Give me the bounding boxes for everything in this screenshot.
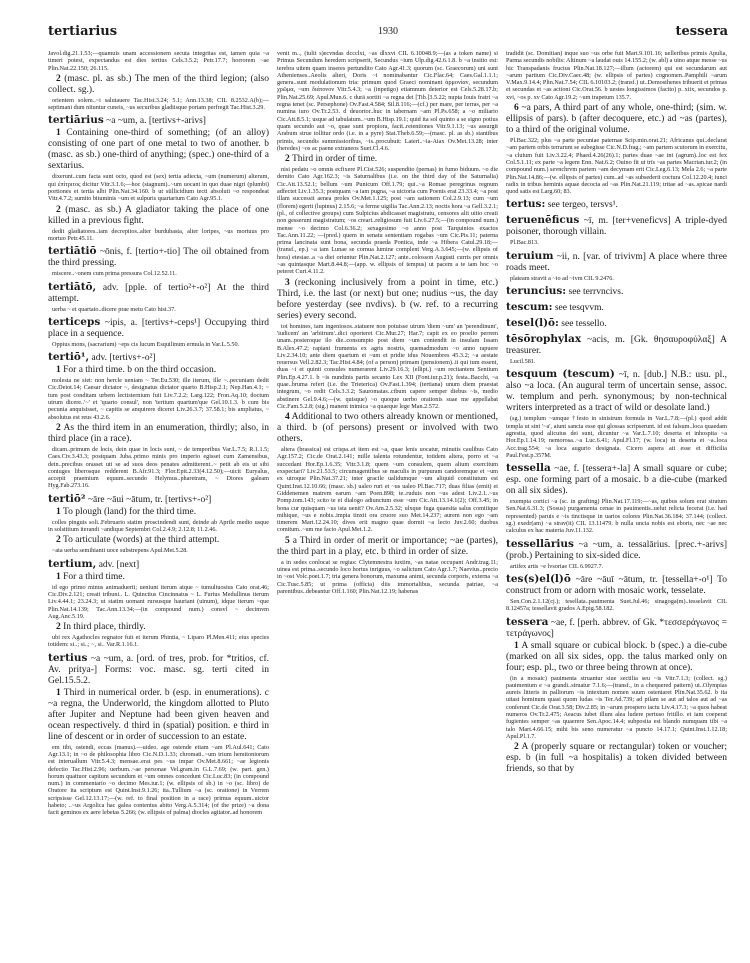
sense (48, 205, 269, 227)
headword: tertium, (48, 557, 97, 570)
entry-head (48, 653, 269, 687)
sense-definition: For a third time. (63, 571, 125, 582)
entry-head (506, 617, 727, 640)
sense (48, 688, 269, 743)
sense (48, 535, 269, 546)
entry-definition: ~a ~um, a. [tertivs+-arivs] (106, 116, 206, 127)
sense (48, 128, 269, 172)
headword: teruium (506, 249, 554, 262)
sense (277, 278, 498, 322)
sense-number: 1 (514, 640, 519, 651)
sense-citations: molesta ne siet: non hercle ueniam ~ Ter.Eu.530; ille iterum, ille ~..pecuniam dedit Cic.Deiot.14; Caesar dictator ~, designatus dictator quarto B.Hisp.2.1; Nep.Han.4.1; ~ tum post conditam urbem lectisternium fuit Liv.7.2.2; Larg.122; Fron.Aq.10; doctum uirum dicere..'~' et 'quarto consul', non 'tertium quartum'que Gel.10.1.3. b cum bis pecunia anquisisset, ~ capitis se anquirere diceret Liv.26.3.7; 37.58.1; bis ampliatus, ~ absolutus est reus 43.2.6. (48, 377, 269, 421)
text-columns (48, 50, 728, 950)
cross-reference (506, 302, 727, 314)
headword: tessella (506, 462, 551, 475)
sense (506, 742, 727, 775)
continued-citations: venit m.., (tulit s)ecvndas dccclxi, ~as dlxxvi CIL 6.10048.9;—(as a token name) si Primus Secundum heredem scripserit, Secundus ~ium Ulp.dig.42.6.1.8. b ~a insitio est: terebra uitem quam inseres pertundito Cato Agr.41.3; quorum (sc. Graecorum) uni sunt Athenienses..Aeolis alteri, Doris ~i nominabantur Cic.Flac.64; Caes.Gal.1.1.1; genera..sunt modulationum tria: primum quod Graeci nominant ἁρμονίαν, secundum χρῶμα, ~um διάτονον Vitr.5.4.3; ~a (inpetigo) etiamnum deterior est Cels.5.28.17.b; Plin.Nat.25.69; Apul.Mun.6. c durā sortiti ~a regna dei [Tib.]3.5.22; nupta Iouis fratri ~a regna tenet (sc. Persephone) Ov.Fast.4.584; Sil.8.116;—(cf.) per mare, per terras, per ~a numina iuro Ov.Tr.2.53. d deuortor..huc in tabernam ~am Pl.Ps.658; a ~o miliario Cic.Att.8.5.1; usque ad tabulatum..~um B.Hisp.19.1; quid ita sol quinto a se signo potius quam secundo aut ~o, quae sunt propiora, facit..retentiones Vitr.9.1.13; ~us assurgit Arabum strue tollitur ordo (i.e. in a pyre) Stat.Theb.6.59;—(masc. pl. as sb.) stantibus primis, secundis summissioribus, ~is..procubuit: Lateri..~ia-Aiax Ov.Met.13.28; inter (heredes) ~os ac paene extraneos Suet.Cl.4.6. (277, 50, 498, 152)
entry-head (48, 317, 269, 340)
sense-citations: id ego primo minus animaduerti; ueniunt iterum atque ~ tumultuosius Cato orat.46; Cic.Div.2.121; creati tribuni.. L. Quinctius Cincinnatus ~ L. Furius Medullinus iterum Liv.4.44.1; 23.24.3; ut statim uomant rursusque hauriant (uinum), idque iterum ~que Plin.Nat.14.139; Tac.Ann.13.34;—(in compound num.) consvl ~ decimvm Aug.Anc.5.19. (48, 583, 269, 620)
sense-definition: (masc. as sb.) A gladiator taking the place of one killed in a previous fight. (48, 204, 269, 226)
page-number: 1930 (378, 26, 398, 37)
headword: tes(s)el(l)ō (506, 572, 571, 585)
entry-definition: ~acis, m. [Gk. θησαυροφύλαξ] A treasurer. (506, 335, 727, 357)
entry-definition: see tessello. (561, 319, 607, 330)
headword: tertiātiō (48, 245, 97, 258)
sense (48, 365, 269, 376)
headword: tessellārius (506, 537, 574, 550)
cross-reference (506, 318, 727, 330)
continued-citations: tradidit (sc. Domitian) inque suo ~us orbe fuit Mart.9.101.16; uelleribus primis Apulia, Parma secundis nobilis: Altinum ~a laudat ouis 14.155.2; (w. abl) a uino atque messe ~us hic Transpadanis fructus Plin.Nat.18.127;—illum (actorem) qui est secundarum aut ~arum partium Cic.Div.Caec.48; (w. ellipsis of partes) cognomen..Pamphili ~arum V.Max.9.14.4; Plin.Nat.7.54; CIL 6.10103.2; (transf.) ut..Demosthenes tribuerit et primas et secundas et ~as actioni Cic.Orat.56. b uestes longissimos (facito) p. xiix, secundos p. xvi, ~os p. xv Cato Agr.19.2; ~um trapetum 135.7. (506, 50, 727, 101)
citations: exempta cortici ~a (sc. in grafting) Plin.Nat.17.119;—~as, quibus solum erat stratum Sen.Nat.6.31.3; (Sosus) purgamenta cenae in pauimentis..uelut relicta fecerat (i.e. had represented) paruis e ~is tinctisque in uarios colores Plin.Nat.36.184; 37.144; (collect. sg.) exedr(am) ~a strav(it) CIL 13.11479. b nulla uncia nobis est eboris, nec ~ae nec calculus ex hac materia Juv.11.132. (506, 498, 727, 535)
sense-number: 1 (56, 365, 61, 376)
dictionary-entry (48, 282, 269, 313)
headword: teruenēficus (506, 214, 580, 227)
dictionary-entry (506, 199, 727, 211)
sense (277, 154, 498, 165)
citations: miscere..~onem cum prima pressura Col.12.52.11. (52, 270, 177, 278)
dictionary-entry (506, 369, 727, 459)
dictionary-entry (48, 115, 269, 242)
sense-definition: (masc. pl. as sb.) The men of the third legion; (also collect. sg.). (48, 73, 269, 95)
entry-head (48, 282, 269, 305)
entry-definition: adv. [pple. of tertio²+-o²] At the third attempt. (48, 282, 269, 304)
entry-definition: adv. [tertivs+-o²] (91, 353, 156, 364)
entry-definition: ~a ~um, a. [ord. of tres, prob. for *tritios, cf. Av. pritya-] Forms: voc. masc. sg. terti cited in Gel.15.5.2. (48, 653, 269, 686)
entry-definition: ~a ~um, a. tessalārius. [prec.+-arivs] (prob.) Pertaining to six-sided dice. (506, 539, 727, 561)
sense-number: 2 (285, 154, 290, 165)
headword: tessera (506, 615, 549, 628)
dictionary-entry (506, 215, 727, 246)
sense-number: 2 (56, 622, 61, 633)
entry-head (506, 369, 727, 414)
sense-citations: ubi rex Agathocles regnator fuit et iterum Phintia, ~ Liparo Pl.Men.411; eius species totidem: si..; si..; ~, si.. Var.R.1.16.1. (48, 634, 269, 649)
sense-citations: dedit gladiatores..iam decrepitos..alter burdubasta, alter loripes, ~us mortuus pro mortuo Petr.45.11. (48, 227, 269, 242)
citations: Oppius mons, (sacrarium) ~eps cis lucum Esquilinum ermula in Var.L.5.50. (52, 340, 240, 348)
citations: Lucil.581. (510, 358, 536, 366)
dictionary-entry (506, 617, 727, 776)
entry-definition: see tesqvvm. (554, 303, 604, 314)
sense-definition: As the third item in an enumeration, thirdly; also, in third place (in a race). (48, 422, 269, 444)
sense-number: 2 (56, 422, 61, 433)
sense-definition: A (properly square or rectangular) token or voucher; esp. b (in full ~a hospitalis) a token divided between friends, so that by (506, 742, 727, 775)
entry-head (48, 352, 269, 364)
headword: terticeps (48, 315, 101, 328)
entry-definition: ~ōnis, f. [tertio+-tio] The oil obtained from the third pressing. (48, 247, 269, 269)
headword: teruncius: (506, 285, 567, 298)
entry-definition: adv. [next] (98, 559, 140, 570)
running-head-last-entry: tessera (675, 24, 728, 39)
sense-number: 6 (514, 103, 519, 114)
headword: tertiō² (48, 492, 86, 505)
entry-definition: ~ī, m. [ter+veneficvs] A triple-dyed poisoner, thorough villain. (506, 216, 727, 238)
citations: artifex artis ~e lvsoriae CIL 6.9927.7. (510, 562, 604, 570)
entry-definition: see tergeo, tersvs¹. (547, 200, 618, 211)
sense-number: 1 (56, 687, 61, 698)
sense-citations: altera (brassica) est crispa..et item est ~a, quae lenis uocatur, minutis caulibus Cato Agr.157.2; Cic.de Orat.2.141; mille talenta rotundentur, totidem altera, porro et ~a succedant Hor.Ep.1.6.35; Vitr.3.1.8; quem ~um consulem, quem alium exercitum exspectari? Liv.21.53.5; circumagentibus se maculis in purpuram candoremque et ~um ex utroque Plin.Nat.37.21; inter gracile ualidumque ~um aliquid constitutum est Quint.Inst.12.10.66; (masc. sb.) ualeo ruri et ~us ualeo Pl.Bac.717; duas filias (emit) et Giddenemen matrem earum ~am Poen.898; te..ruduis non ~us adest Liv.2.1..~us Pomp.tom.143; scito te ei dialogo adiunctum esse ~um Cic.Att.13.14.1(2); Off.3.45; in bona cur quisquam ~us ista uenit? Ov.Am.2.5.32; ulxque fuga quaesita salus comitique mihique, ~us e nobis..impia tinxit ora cruore suo Met.14.237; aurem non ego ~am timerem Mart.12.24.10; dives erit magno quae dormit ~a lecto Juv.2.60; duobus comitum..~um me facio Apul.Met.1.2. (277, 446, 498, 534)
sense (277, 412, 498, 445)
sense (48, 74, 269, 96)
sense (48, 622, 269, 633)
entry-definition: ~ae, f. [tessera+-la] A small square or cube; esp. one forming part of a mosaic. b a die-cube (marked on all six sides). (506, 464, 727, 497)
entry-head (48, 494, 269, 506)
dictionary-entry (506, 463, 727, 534)
sense-citations: Pl.Bac.322; plus ~a parte pecuniae paternae Scip.min.orat.21; Africanus qui..declarat ~am partem orbis terrarum se subegisse Cic.N.D.frag.; ~am partem scutorum in exercitu, ~a cluium fuit Liv.3.22.4; Phaed.4.26(26).1; partes duae ~ae int (agrum)..loc est fex Col.5.1.11; ex parte ~a legem Enn. Nat.6.2; Ouino fit ut trīs ~as partes Macrian.iur.2; (in compound num.) sevnchrvm partem ~am decymam erit Cic.Leg.6.13; Mela 2.6; ~a parte Plin.Nat.14.86;—(w. ellipsis of partes) cum..ad ~as subsederit coctura Col.12.20.4; iunci radix in tribus heminis aquae decocta ad ~as Plin.Nat.21.119; tritae ad ~as..spicae nardi quod satis est Larg.60; 83. (506, 137, 727, 196)
cross-reference (506, 286, 727, 298)
headword: tesel(l)ō: (506, 317, 559, 330)
dictionary-entry (506, 574, 727, 613)
dictionary-page (48, 24, 728, 954)
sense (506, 641, 727, 674)
headword: tertus: (506, 198, 546, 211)
citations: Sen.Con.2.1.12(cj.); tesellata..pauimenta Suet.Jul.46; sinagoga(m)..tesselavit CIL 8.12457a; tessellavit grados A.Epig.58.182. (506, 597, 727, 613)
headword: tertiārius (48, 114, 104, 127)
sense (48, 572, 269, 583)
dictionary-entry (48, 246, 269, 277)
citations: uerba ~ et quartato..dicere prae metu Cato hist.37. (52, 305, 176, 313)
dictionary-entry (506, 334, 727, 365)
running-head (48, 24, 728, 46)
entry-head (506, 215, 727, 238)
sense-citations: tot homines, tam ingeniosos..statuere non potuisse utrum 'diem ~um' an 'perendinum', 'iudicem' an 'arbitrum'..dici oporteret Cic.Mur.27; Har.7; capit ex eo proelio perrem unam..posteroque ilo die..consumpto post diem ~um contendit in insulam Issam B.Alex.47.2; rapiant frumenta ex agris nostris, quemadmodum ~o anno rapuere Liv.2.34.10; ante diem quartum et ~um et pridie idus Nouembres 45.3.2; ~a aestate reuersus Vell.2.82.3; Tac.Hist.4.84; (of a person) primam (pensionem)..ii qui tum essent, duas ~i et quinti consules numerarent Liv.29.16.3; (ellipt.) ~um recitantem Sentium Plin.Ep.4.27.1. b ~is nundinis partis secanto Lex XII (Font.iur.p.21); festa..Bacchi, ~a quae..bruma refert (i.e. the Trieterica) Ov.Fast.1.394; (tertiana) unum diem praestat integrum, ~o redit Cels.3.3.2; Sauromatas..cibum capere semper diebus ~is, medio abstinere Gel.9.4.6;—(w. quisque) ~o quoque uerbo orationis suae me appellabat Cic.Fam.5.2.8; (sig.) manent inimica ~a quaeque lege Man.2.572. (277, 322, 498, 410)
sense-definition: Additional to two others already known or mentioned, a third. b (of persons) present or involved with two others. (277, 412, 498, 445)
entry-head (48, 246, 269, 269)
dictionary-entry (48, 74, 269, 112)
entry-definition: ~ii, n. [var. of trivivm] A place where three roads meet. (506, 251, 727, 273)
entry-head (48, 559, 269, 571)
headword: tertiātō, (48, 280, 97, 293)
sense-number: 1 (56, 571, 61, 582)
entry-definition: ~āre ~āuī ~ātum, tr. [tessella+-o¹] To construct from or adorn with mosaic work, tesselate. (506, 574, 727, 596)
sense (277, 536, 498, 558)
sense-citations: dicam..primum de locis, dein quae in locis sunt, ~ de temporibus Var.L.7.5; R.1.1.5; Caes.Civ.3.43.3; postquam Juba..primo minis pro imperio egisset cum Zamensibus, dein..precibus orasset uti se ad suos deos penates admitterent..~ petit ab eis ut sibi coniuges liberosque redderent B.Afr.91.3; Flor.Epit.2.33(4.12.50);—uicit Euryalus, accepit praemium equum..secundo Helymus..pharetram, ~ Diores galeam Hyg.Fab.273.16. (48, 445, 269, 490)
citations: (sg.) templum ~umque †festo in sinistrum formula in Var.L.7.8;—(pl.) quod addit templa ut sint '~a', aiunt sancta esse qui glossas scripserunt. id est falsum..loca quaedam agrestia, quod alicuius dei sunt, dicuntur ~a Var.L.7.10; deserta et inhospita ~a Hor.Ep.1.14.19; nemorosa..~a Luc.6.41; Apul.Fl.17; (w. loca) in deserta et ~a..loca Acc.trag.554; ~a loca augurio designata. Cicero aspera ait esse et difficilia Paul.Fest.p.357M. (506, 415, 727, 459)
dictionary-entry (506, 302, 727, 314)
headword: tescum: (506, 301, 553, 314)
entry-definition: see terrvncivs. (568, 287, 624, 298)
sense-definition: In third place, thirdly. (63, 622, 146, 633)
entry-definition: ~ī, n. [dub.] N.B.: usu. pl., also ~a loca. (An augural term of uncertain sense, assoc. w. templum and perh. synonymous; by non-technical writers interpreted as a tract of wild or desolate land.) (506, 370, 727, 414)
sense (48, 507, 269, 518)
continued-citations: Javol.dig.21.1.53;—quamuis unam accessionem secuta integritas est, tamen quia ~a timeri potest, expectandus est dies tertius Cels.3.5.2; Petr.17.7; horrorem ~ae Plin.Nat.22.150; 26.115. (48, 50, 269, 72)
column-middle (277, 50, 498, 950)
sense-number: 4 (285, 412, 290, 423)
sense-number: 3 (285, 277, 290, 288)
column-right (506, 50, 727, 950)
sense-number: 2 (56, 204, 61, 215)
sense-number: 2 (56, 535, 61, 546)
dictionary-entry (506, 251, 727, 282)
sense-number: 1 (56, 506, 61, 517)
sense-citations: dixerunt..cum facta sunt octo, quod est (sex) tertia adiecta, ~um (numerum) alterum, qui ἐπίτριτος dicitur Vitr.3.1.6;—hoc (stagnum)..~um uocant in quo duae nigri (plumbi) portiones et tertia albi Plin.Nat.34.160. b ut stillicidium tecti absoluti ~o respondeat Vitr.4.7.2; sumito bituminis ~um et sulpuris quartarium Cato Agr.95.1. (48, 173, 269, 203)
sense-number: 5 (285, 535, 290, 546)
headword: tēsōrophylax (506, 333, 582, 346)
dictionary-entry (506, 539, 727, 570)
entry-head (506, 574, 727, 597)
sense-number: 2 (56, 73, 61, 84)
dictionary-entry (506, 286, 727, 298)
sense-citations: orientem solem..~i salutauere Tac.Hist.3.24; 5.1; Ann.13.38; CIL 8.2532.A(b);—septimani dum nituntur cuneis, ~us securibus gladiisque portam perfregit Tac.Hist.3.29. (48, 96, 269, 112)
sense-citations: colles pinguis soli..Februario statim proscindendi sunt, deinde ab Aprile medio usque in solstitium iterandi ~andique Septembri Col.2.4.9; 2.12.8; 11.2.46. (48, 518, 269, 534)
sense-number: 2 (514, 742, 519, 753)
dictionary-entry (506, 103, 727, 195)
entry-head (506, 539, 727, 562)
entry-head (506, 334, 727, 357)
dictionary-entry (48, 559, 269, 649)
sense-definition: For a third time. b on the third occasion. (63, 365, 217, 376)
sense-citations: a in sedes conlocat se regias: Clytemnestra iuxtim, ~as natae occupant Andr.trag.11; uinea est prima..secundo loco hortus inriguus, ~o salictum Cato Agr.1.7; Naevius..precio in ~ost Volc.poet.1.7; tria genera bonorum, maxuma animi, secunda corporis, externa ~a Cic.Tusc.5.85; ut prima (officia) diis immortalibus, secunda patriae, ~a parentibus..debeantur Off.1.160; Plin.Nat.12.19; habenas (277, 558, 498, 595)
dictionary-entry (48, 653, 269, 817)
entry-head (506, 463, 727, 497)
citations: Pl.Bac.813. (510, 239, 539, 247)
sense-citations: ~ata uerba semihianti uoce substrepens Apul.Met.5.28. (52, 547, 188, 555)
sense-definition: Third in numerical order. b (esp. in enumerations). c ~a regna, the Underworld, the kingdom allotted to Pluto after Jupiter and Neptune had been given heaven and ocean respectively. d third in (spatial) position. e third in line of descent or in order of succession to an estate. (48, 687, 269, 742)
headword: tesquum (tescum) (506, 368, 615, 381)
sense-definition: To articulate (words) at the third attempt. (62, 535, 220, 546)
cross-reference (506, 199, 727, 211)
headword: tertius (48, 651, 88, 664)
dictionary-entry (506, 318, 727, 330)
citations: plateam stravit a ~io ad ~ivm CIL 9.2476. (510, 274, 614, 282)
sense-definition: Third in order of time. (291, 154, 378, 165)
dictionary-entry (48, 494, 269, 555)
sense-definition: (reckoning inclusively from a point in time, etc.) Third, i.e. the last (or next) but one; nudius ~us, the day before yesterday (see nvdivs). b (w. ref. to a recurring series) every second. (277, 277, 498, 321)
headword: tertiō¹, (48, 351, 90, 364)
running-head-first-entry: tertiarius (48, 24, 118, 39)
dictionary-entry (277, 154, 498, 595)
sense (506, 103, 727, 136)
entry-definition: ~āre ~āui ~ātum, tr. [tertivs+-o²] (87, 494, 212, 505)
sense-citations: (in a mosaic) pauimenta struantur siue sectilia seu ~is Vitr.7.1.3; (collect. sg.) pauimentum e ~a grandi..struatur 7.1.6;—(transf., in a chequered pattern) ut..Olympias aureis litteris in palliorum ~is intextum nomen suum ostentaret Plin.Nat.35.62. b ita uitast hominum quasi quom ludas ~is Ter.Ad.739; ad pilam se aut ad talos aut ad ~as conferunt Cic.de Orat.3.58; Div.2.85; in ~arum prospero iactu Liv.4.17.3; ~a quos habeat numeros Ov.Tr.2.475; Aeacus iubet illum alea ludere pertuso fritillo. et iam coeperat fugientes semper ~as quaerere Sen.Apoc.14.4; subposita est blando numquam tibi ~a talo Mart.4.66.15; mihi bis seno numeratur ~a puncto 14.17.1; Quint.Inst.1.12.18; Apul.Pl.1.7. (506, 674, 727, 740)
sense-citations: em tibi, ostendi, eccas (manus).—uideo. age ostende etiam ~am Pl.Aul.641; Cato Agr.13.1; in ~o de philosophia libro Cic.N.D.1.33; chromati..~um trium hemitoniorum est interuallum Vitr.5.4.3; mensae..erat pes ~us impar Ov.Met.8.661; ~ae legionis defectio Tac.Hist.2.96; uerbum..~ae personae Vel.gram.in G.L.7.69; (w. part. gen.) horum quattuor capitum secundum et ~um omnes concedunt Cic.Luc.83; (in compound num.) in commentario ~o decimo Mes.iur.1; (w. ellipsis of sb.) in ~o (sc. libro) de Oratore ita scriptum est Quint.Inst.9.1.26; ita..Tullium ~a (sc. oratione) in Verrem scripsisse Gel.12.13.17;—(w. ref. to final position in a race) primus equum..uictor habeto; ..~us Argolica hac galea contentus abito Verg.A.5.314; (of the prize) ~a dona facit geminos ex aere lebetas 5.266; (w. ellipsis of palma) diocles agitator..ad honorem (48, 743, 269, 817)
entry-definition: ~ipis, a. [tertivs+-ceps¹] Occupying third place in a sequence. (48, 317, 269, 339)
sense-definition: A small square or cubical block. b (spec.) a die-cube (marked on all six sides, opp. the talus marked only on four; esp. pl., two or three being thrown at once). (506, 640, 727, 673)
entry-head (506, 251, 727, 274)
sense (48, 423, 269, 445)
sense-definition: To plough (land) for the third time. (62, 506, 197, 517)
dictionary-entry (48, 317, 269, 348)
sense-number: 1 (56, 128, 61, 139)
entry-head (48, 115, 269, 127)
dictionary-entry (48, 352, 269, 490)
sense-definition: a Third in order of merit or importance; ~ae (partes), the third part in a play, etc. b third in order of size. (277, 535, 498, 557)
column-left (48, 50, 269, 950)
sense-citations: nisi pedatu ~o omnis ecfixere Pl.Cist.526; suspendito (pernas) in fumo biduum. ~o die demito Cato Agr.162.3; ~is Saturnalibus (i.e. on the third day of the Saturnalia) Cic.Att.13.52.1; bellum ~um Punicum Off.1.79; qui..~a Romae peregrinus regnum adfectet Liv.1.35.3; postquam ~a iam pugna, ~a uictoria cum Poenis erat 23.33.4; ~a post illam successit aenea proles Ov.Met.1.125; post ~am sationem Col.2.9.13; cum ~um (florem) egerit (lupinus) 2.15.6; ~a ferme uigilia Tac.Ann.2.13; noctis hora ~a Gell.3.2.1; (pl., of collective groups) cum Sulpicius abdicasset magistratu, censores alii uitio creati non gesserunt magistratum; ~os creari..religiosum fuit Liv.6.27.5;—(in compound num.) mense ~o decimo Col.6.36.2; sexagesimo ~o anno post Tarquinios exactos Tac.Ann.11.22; —(pred.) quem in senatu sententiam rogabas ~um Cic.Pis.11; paterna prima lancinata sunt bona, secunda praeda Pontica, inde ~a Hibera Catul.29.18;—(transf., ep.) ~a iam Lunae se cornua lumine complent Verg.A.3.645;—(w. ellipsis of hora) etesiae..a ~a diei oriuntur Plin.Nat.2.127; ante..colosson Augusti curris per omnis ~as quintasque Mart.8.44.8;—(app. w. ellipsis of tempus) ut pacem a te iam hoc ~o peteret Curt.4.11.2. (277, 166, 498, 276)
entry-definition: ~ae, f. [perh. abbrev. of Gk. *τεσσεράγωνος = τετράγωνος] (506, 617, 727, 639)
sense-definition: ~a pars, A third part of any whole, one-third; (sim. w. ellipsis of pars). b (after decoquere, etc.) ad ~as (partes), to a third of the original volume. (506, 103, 727, 136)
sense-definition: Containing one-third of something; (of an alloy) consisting of one part of one metal to two of another. b (masc. as sb.) one-third of anything; (spec.) one-third of a sextarius. (48, 128, 269, 172)
